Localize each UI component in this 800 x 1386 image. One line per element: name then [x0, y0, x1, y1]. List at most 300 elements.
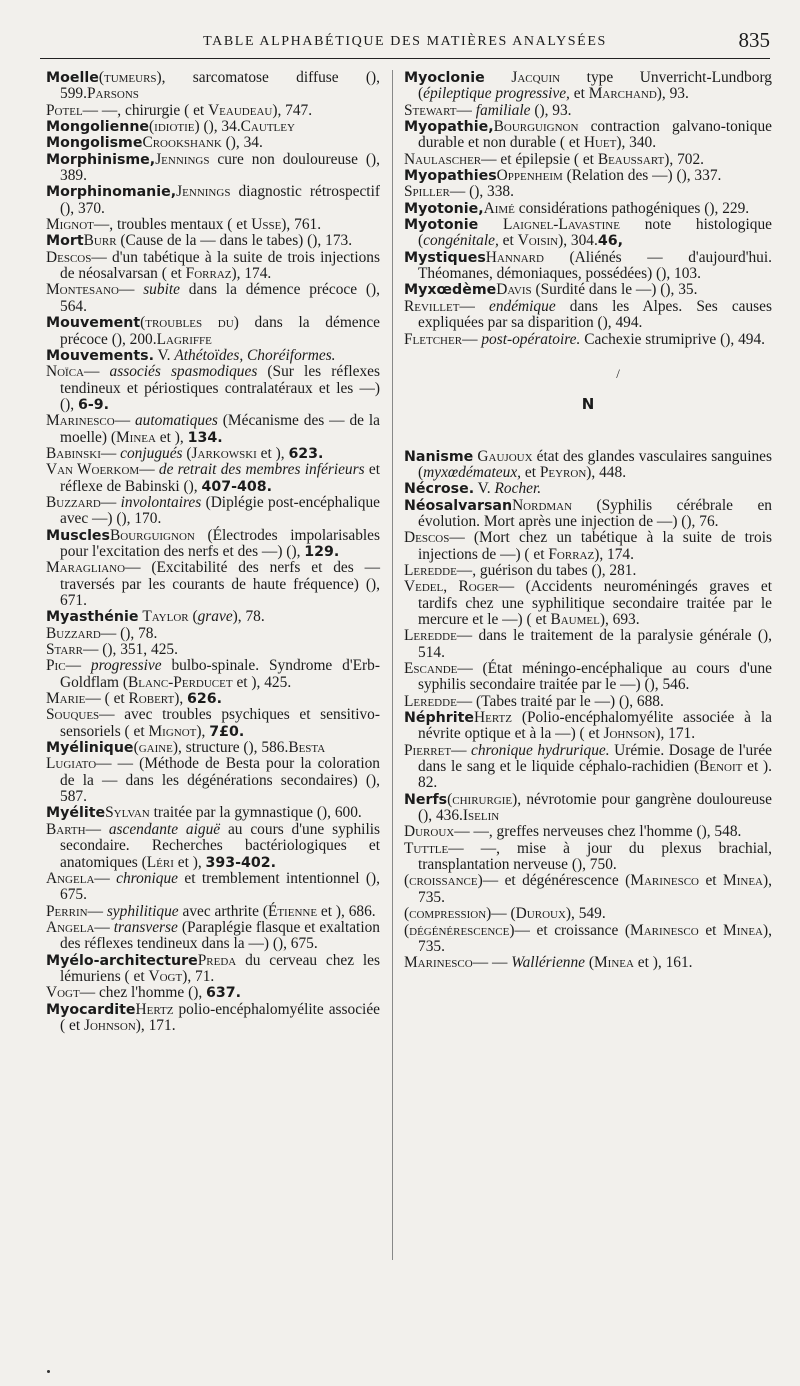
entry-text: et: [232, 216, 252, 234]
small-caps-text: Forraz: [548, 545, 595, 563]
italic-text: myxœdémateux,: [423, 463, 522, 481]
index-entry: [46, 152, 380, 185]
entry-text: ), 171.: [135, 1016, 176, 1034]
entry-text: (Syphilis cérébrale en évolution. Mort après une injection de —) (: [418, 496, 772, 530]
entry-text: état des glandes vasculaires sanguines (: [418, 447, 772, 481]
entry-text: ),: [174, 690, 188, 708]
italic-text: épileptique progressive,: [423, 85, 570, 103]
small-caps-text: Souques: [46, 706, 100, 724]
entry-text: —: [100, 444, 121, 462]
entry-text: — (Tabes traité par le —) (: [456, 692, 625, 710]
entry-text: et: [317, 902, 336, 920]
entry-text: ), 103.: [661, 265, 701, 283]
entry-text: ),: [192, 853, 206, 871]
entry-text: 304.: [570, 232, 598, 250]
index-entry: [404, 530, 772, 563]
entry-text: —: [482, 872, 505, 890]
index-entry: [46, 119, 380, 135]
entry-heading: Mongolisme: [46, 135, 143, 152]
small-caps-text: Buzzard: [46, 624, 101, 642]
small-caps-text: (troubles du): [140, 314, 239, 332]
entry-text: — (État méningo-encéphalique au cours d'une syphilis secondaire traitée par le —) (: [418, 660, 772, 694]
entry-text: diagnostic rétrospectif (: [60, 183, 380, 217]
index-entry: [46, 103, 380, 119]
entry-text: ), 587.: [60, 771, 380, 806]
entry-text: —: [65, 657, 91, 675]
index-entry: [404, 743, 772, 792]
entry-text: et: [531, 610, 551, 628]
italic-text: grave: [197, 608, 233, 626]
entry-text: dans les Alpes. Ses causes expliquées par sa disparition (: [418, 297, 772, 332]
entry-text: et: [569, 85, 589, 103]
italic-text: syphilitique: [106, 902, 179, 920]
small-caps-text: Lagriffe: [156, 330, 212, 348]
entry-text: (: [530, 101, 540, 119]
index-entry: [46, 70, 380, 103]
small-caps-text: Marchand: [588, 85, 657, 103]
entry-text: ), 281.: [596, 561, 637, 579]
entry-heading: Moelle: [46, 70, 99, 86]
small-caps-text: Parsons: [86, 85, 139, 103]
entry-text: ),: [275, 444, 289, 462]
entry-text: ), 671.: [60, 575, 380, 609]
right-column-m-entries: [404, 70, 772, 348]
index-entry: [404, 282, 772, 298]
italic-text: chronique hydrurique.: [471, 741, 610, 759]
entry-text: ), 688.: [624, 692, 664, 710]
entry-text: cure non douloureuse (: [209, 150, 372, 168]
entry-text: ). 82.: [418, 758, 772, 792]
entry-text: et: [65, 1016, 84, 1034]
entry-text: dans la démence précoce (: [179, 281, 372, 299]
entry-text: —: [451, 741, 471, 759]
entry-text: (Sur les réflexes tendineux et périostiques contralatéraux et les —) (: [60, 363, 380, 413]
small-caps-text: Burr: [83, 232, 117, 250]
small-caps-text: (compression): [404, 905, 492, 923]
entry-text: et: [109, 690, 129, 708]
entry-text: ), 735.: [418, 872, 772, 906]
entry-text: — avec troubles psychiques et sensitivo-sensoriels (: [60, 706, 380, 740]
index-entry: [46, 528, 380, 561]
italic-text: ascendante aiguë: [108, 820, 221, 838]
entry-text: et: [155, 428, 175, 446]
entry-text: (: [221, 134, 231, 152]
entry-text: —: [94, 918, 114, 936]
index-entry: [46, 560, 380, 609]
bold-page-ref: 46,: [597, 233, 623, 250]
small-caps-text: Iselin: [462, 807, 500, 825]
small-caps-text: Angela: [46, 869, 95, 887]
small-caps-text: Babinski: [46, 444, 101, 462]
entry-text: structure (: [181, 739, 249, 757]
small-caps-text: Preda: [197, 951, 237, 969]
index-entry: [404, 841, 772, 874]
small-caps-text: Voisin: [517, 232, 559, 250]
small-caps-text: Laignel-Lavastine: [502, 216, 620, 234]
entry-heading: Morphinomanie,: [46, 184, 177, 201]
index-entry: [404, 710, 772, 743]
entry-text: —: [94, 869, 117, 887]
index-entry: [46, 413, 380, 446]
entry-text: ),: [193, 984, 207, 1002]
small-caps-text: Huet: [583, 134, 617, 152]
small-caps-text: Escande: [404, 660, 458, 677]
index-entry: [404, 184, 772, 200]
small-caps-text: Forraz: [185, 265, 232, 283]
entry-text: ),: [188, 477, 202, 495]
stray-mark: /: [616, 365, 620, 381]
small-caps-text: Pic: [46, 657, 66, 675]
entry-text: ), 351, 425.: [107, 641, 178, 659]
small-caps-text: Tuttle: [404, 839, 449, 857]
small-caps-text: Veaudeau: [208, 101, 273, 119]
entry-text: ), 735.: [418, 921, 772, 955]
entry-text: ), 494.: [725, 330, 766, 348]
index-entry: [404, 873, 772, 906]
entry-text: — d'un tabétique à la suite de trois injections de néosalvarsan (: [60, 248, 380, 283]
entry-text: et: [698, 921, 724, 939]
entry-text: ), 693.: [599, 610, 640, 628]
entry-text: (: [188, 608, 198, 626]
entry-text: et réflexe de Babinski (: [60, 461, 380, 495]
index-entry: [46, 184, 380, 217]
entry-text: note histologique (: [418, 216, 772, 250]
italic-text: chronique: [116, 869, 178, 887]
entry-text: ), 34.: [208, 118, 241, 136]
entry-text: —: [459, 297, 489, 315]
entry-text: et: [498, 232, 518, 250]
entry-text: (: [199, 118, 209, 136]
entry-text: — (Excitabilité des nerfs et des — traversés par les courants de haute fréquence) (: [60, 559, 380, 593]
index-entry: [404, 906, 772, 922]
index-entry: [46, 985, 380, 1001]
entry-text: —: [456, 101, 476, 119]
entry-heading: Myoclonie: [404, 70, 485, 86]
small-caps-text: Hannard: [485, 248, 544, 266]
entry-text: ), 34.: [230, 134, 263, 152]
entry-text: — dans le traitement de la paralysie générale (: [456, 627, 764, 645]
entry-text: ), 35.: [665, 281, 698, 299]
entry-text: —: [491, 905, 511, 923]
entry-text: et: [173, 853, 193, 871]
entry-text: du cerveau chez les lémuriens (: [60, 951, 380, 985]
entry-text: ),: [291, 542, 305, 560]
italic-text: progressive: [90, 657, 162, 675]
index-entry: [46, 282, 380, 315]
index-entry: [46, 217, 380, 233]
italic-text: de retrait des membres inférieurs: [158, 461, 365, 479]
entry-text: — chez l'homme (: [79, 984, 194, 1002]
entry-text: ), 337.: [681, 167, 722, 185]
entry-text: ), 600.: [322, 804, 362, 822]
entry-text: et: [256, 444, 276, 462]
entry-text: (Diplégie post-encéphalique avec —) (: [60, 493, 380, 528]
entry-text: ), 78.: [232, 608, 265, 626]
small-caps-text: Angela: [46, 918, 95, 936]
small-caps-text: Revillet: [404, 297, 460, 315]
bold-page-ref: 7£0.: [209, 723, 245, 740]
small-caps-text: Vogt: [148, 967, 183, 985]
entry-text: (Cause de la — dans le tabes) (: [116, 232, 313, 250]
small-caps-text: Minea: [723, 921, 763, 939]
index-entry: [46, 822, 380, 871]
entry-text: ), 448.: [586, 463, 627, 481]
index-entry: [404, 923, 772, 956]
entry-text: et: [579, 150, 598, 168]
entry-heading: Mongolienne: [46, 119, 150, 136]
index-entry: [404, 579, 772, 628]
entry-text: ), 93.: [539, 101, 572, 119]
entry-text: —: [87, 902, 107, 920]
entry-text: ),: [558, 232, 571, 250]
entry-text: (Mécanisme des — de la moelle) (: [60, 412, 380, 446]
italic-text: Athétoïdes, Choréiformes.: [174, 346, 336, 364]
small-caps-text: Hertz: [474, 709, 512, 727]
ink-dot: [47, 1370, 50, 1373]
small-caps-text: Jennings: [155, 150, 210, 168]
entry-text: —: [139, 461, 159, 479]
entry-text: ), 78.: [125, 624, 158, 642]
index-entry: [46, 871, 380, 904]
small-caps-text: Oppenheim: [496, 167, 563, 185]
entry-text: —: [114, 412, 135, 430]
entry-heading: Myxœdème: [404, 282, 497, 299]
small-caps-text: Aimé: [483, 199, 515, 217]
entry-heading: Nerfs: [404, 791, 448, 808]
small-caps-text: Descos: [404, 529, 450, 547]
small-caps-text: Cautley: [240, 118, 295, 136]
small-caps-text: Jarkowski: [191, 444, 257, 462]
index-entry: [46, 691, 380, 707]
index-entry: [46, 740, 380, 756]
index-entry: [46, 805, 380, 821]
entry-text: — (Accidents neuroméningés graves et tardifs chez une syphilitique secondaire traitée par le mercure et le —) (: [418, 578, 772, 628]
entry-text: ),: [174, 428, 188, 446]
entry-text: — (: [85, 690, 110, 708]
small-caps-text: Marinesco: [404, 954, 473, 972]
entry-heading: Morphinisme,: [46, 151, 156, 168]
index-entry: [404, 299, 772, 332]
entry-text: ), 686.: [335, 902, 376, 920]
entry-text: et: [584, 725, 604, 743]
small-caps-text: Jennings: [176, 183, 231, 201]
entry-text: (Aliénés — d'aujourd'hui. Théomanes, démoniaques, possédées) (: [418, 248, 772, 283]
small-caps-text: (gaine),: [133, 739, 182, 757]
italic-text: involontaires: [120, 493, 202, 511]
entry-text: —: [84, 363, 110, 381]
small-caps-text: Étienne: [267, 902, 318, 920]
entry-text: [478, 216, 503, 233]
entry-text: —: [462, 330, 482, 348]
entry-heading: Nanisme: [404, 448, 474, 465]
page-number: 835: [738, 28, 770, 52]
index-entry: [46, 642, 380, 658]
entry-heading: Myélite: [46, 805, 106, 822]
small-caps-text: (chirurgie),: [447, 790, 522, 808]
entry-text: Urémie. Dosage de l'urée dans le sang et le liquide céphalo-rachidien (: [418, 741, 772, 776]
index-entry: [46, 348, 380, 364]
entry-text: Cachexie strumiprive (: [580, 330, 726, 348]
entry-text: et tremblement intentionnel (: [178, 869, 372, 887]
small-caps-text: (dégénérescence): [404, 921, 515, 939]
index-entry: [46, 462, 380, 495]
entry-text: contraction galvano-tonique durable et non durable (: [418, 118, 772, 152]
small-caps-text: Baumel: [550, 610, 600, 628]
entry-heading: Néphrite: [404, 710, 475, 727]
index-entry: [46, 446, 380, 462]
small-caps-text: Minea: [593, 954, 634, 972]
index-entry: [46, 658, 380, 691]
index-entry: [404, 955, 772, 971]
small-caps-text: Beaussart: [597, 150, 665, 168]
bold-page-ref: 129.: [304, 543, 340, 560]
small-caps-text: Minea: [115, 428, 156, 446]
index-entry: [46, 609, 380, 625]
left-column: [46, 70, 380, 1034]
entry-text: ), 675.: [277, 935, 318, 953]
entry-text: ), 425.: [251, 673, 292, 691]
small-caps-text: Lugiato: [46, 755, 97, 773]
italic-text: Rocher.: [494, 480, 542, 498]
entry-text: ), 389.: [60, 150, 380, 185]
entry-text: — —: [472, 954, 512, 972]
header-title: TABLE ALPHABÉTIQUE DES MATIÈRES ANALYSÉES: [203, 34, 607, 49]
entry-heading: Mort: [46, 233, 84, 250]
index-entry: [404, 481, 772, 497]
entry-text: ), 549.: [565, 905, 606, 923]
small-caps-text: Davis: [496, 281, 532, 299]
entry-text: et dégénérescence (: [504, 872, 631, 890]
small-caps-text: Perrin: [46, 902, 88, 920]
entry-text: (Relation des —) (: [562, 167, 682, 185]
entry-text: — —, chirurgie (: [82, 101, 190, 119]
small-caps-text: Robert: [128, 690, 175, 708]
entry-text: (Polio-encéphalomyélite associée à la névrite optique et à la —) (: [418, 709, 772, 743]
small-caps-text: Gaujoux: [477, 447, 533, 465]
entry-text: ), 548.: [701, 823, 742, 841]
section-letter: N: [581, 395, 595, 414]
small-caps-text: Marie: [46, 690, 86, 708]
entry-text: ), 702.: [664, 150, 705, 168]
entry-text: considérations pathogéniques (: [514, 199, 710, 217]
entry-text: (Paraplégie flasque et exaltation des réflexes tendineux dans la —) (: [60, 918, 381, 953]
entry-text: (Électrodes impolarisables pour l'excitation des nerfs et des —) (: [60, 526, 380, 560]
italic-text: Wallérienne: [511, 954, 585, 972]
entry-text: —: [514, 921, 537, 939]
index-entry: [404, 449, 772, 482]
entry-text: ), 436.: [423, 807, 463, 825]
italic-text: subite: [143, 281, 180, 299]
entry-text: V.: [153, 346, 175, 364]
index-entry: [46, 250, 380, 283]
small-caps-text: Besta: [288, 739, 326, 757]
entry-text: et: [189, 101, 209, 119]
entry-text: —, guérison du tabes (: [456, 561, 597, 579]
small-caps-text: Minea: [723, 872, 764, 890]
small-caps-text: Leredde: [404, 692, 457, 710]
entry-heading: Mouvements.: [46, 347, 154, 364]
small-caps-text: Mignot: [46, 216, 94, 234]
index-entry: [46, 135, 380, 151]
entry-heading: Myotonie: [404, 217, 479, 234]
entry-heading: Myopathie,: [404, 119, 494, 136]
italic-text: post-opératoire.: [481, 330, 581, 348]
small-caps-text: Duroux: [515, 905, 566, 923]
bold-page-ref: 393-402.: [205, 854, 277, 871]
small-caps-text: Stewart: [404, 101, 457, 119]
index-entry: [404, 103, 772, 119]
entry-text: — (: [83, 641, 108, 659]
italic-text: congénitale,: [423, 232, 499, 250]
small-caps-text: Barth: [46, 820, 86, 838]
entry-heading: Muscles: [46, 527, 111, 544]
small-caps-text: Hertz: [135, 1000, 174, 1018]
small-caps-text: Van Woerkom: [46, 461, 140, 479]
entry-text: traitée par la gymnastique (: [149, 804, 322, 822]
entry-text: et: [232, 673, 252, 691]
small-caps-text: Léri: [146, 853, 174, 871]
index-entry: [404, 563, 772, 579]
entry-text: et: [529, 545, 549, 563]
entry-text: [485, 69, 512, 86]
entry-text: ), 747.: [272, 101, 313, 119]
small-caps-text: Starr: [46, 641, 84, 659]
entry-heading: Myélinique: [46, 740, 134, 757]
entry-text: (Surdité dans le —) (: [531, 281, 666, 299]
small-caps-text: Maragliano: [46, 559, 126, 577]
small-caps-text: Johnson: [83, 1016, 136, 1034]
small-caps-text: Johnson: [603, 725, 656, 743]
small-caps-text: Noïca: [46, 363, 85, 381]
entry-text: bulbo-spinale. Syndrome d'Erb-Goldflam (: [60, 657, 380, 691]
entry-text: ), 93.: [656, 85, 689, 103]
entry-text: ),: [65, 395, 78, 413]
small-caps-text: Mignot: [148, 722, 197, 740]
entry-text: polio-encéphalomyélite associée (: [60, 1000, 380, 1034]
entry-text: ), 586.: [248, 739, 289, 757]
entry-text: — (: [449, 183, 475, 201]
italic-text: associés spasmodiques: [109, 363, 258, 381]
index-entry: [46, 495, 380, 528]
entry-text: — (: [100, 624, 126, 642]
small-caps-text: Pierret: [404, 741, 452, 759]
index-entry: [404, 661, 772, 694]
small-caps-text: Blanc-Perducet: [127, 673, 233, 691]
index-entry: [404, 152, 772, 168]
small-caps-text: Bourguignon: [493, 118, 579, 136]
small-caps-text: Leredde: [404, 561, 457, 579]
small-caps-text: Crookshank: [142, 134, 222, 152]
column-separator: [392, 70, 393, 1260]
entry-text: et: [166, 265, 186, 283]
entry-text: ), 174.: [231, 265, 272, 283]
entry-text: ), 76.: [686, 512, 719, 530]
entry-text: ), 338.: [474, 183, 514, 201]
index-entry: [46, 233, 380, 249]
index-entry: [404, 332, 772, 348]
entry-text: et croissance (: [536, 921, 631, 939]
small-caps-text: Nordman: [512, 496, 573, 514]
entry-text: ), 546.: [649, 676, 690, 694]
index-entry: [404, 217, 772, 250]
small-caps-text: Benoit: [699, 758, 743, 776]
entry-text: — — (Méthode de Besta pour la coloration de la — dans les dégénérations secondaires) (: [60, 755, 380, 789]
index-entry: [404, 250, 772, 283]
index-entry: [404, 201, 772, 217]
italic-text: endémique: [488, 297, 556, 315]
entry-text: (: [182, 444, 192, 462]
entry-text: ), 229.: [709, 199, 750, 217]
